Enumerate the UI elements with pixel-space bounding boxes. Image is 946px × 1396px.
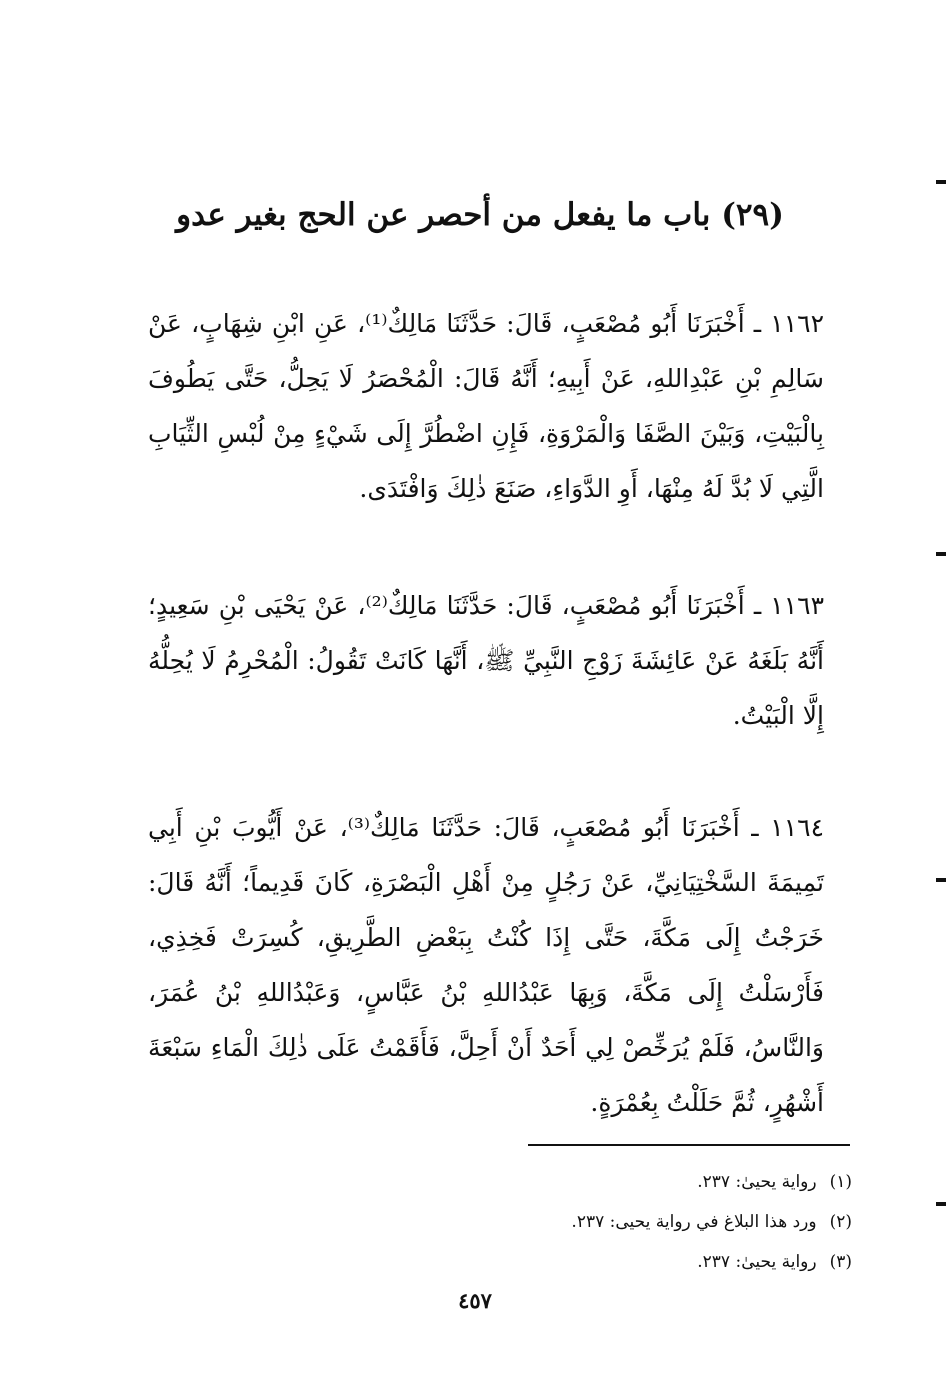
footnote-2 (400, 1202, 852, 1242)
footnote-3 (400, 1242, 852, 1282)
footnote-number: (٢) (829, 1212, 852, 1232)
scan-edge-mark (936, 878, 946, 882)
hadith-1162: ١١٦٢ ـ أَخْبَرَنَا أَبُو مُصْعَبٍ، قَالَ: حَدَّثَنَا مَالِكٌ⁽¹⁾، عَنِ ابْنِ شِهَابٍ، عَنْ سَالِمِ بْنِ عَبْدِاللهِ، عَنْ أَبِيهِ؛ أَنَّهُ قَالَ: الْمُحْصَرُ لَا يَحِلُّ، حَتَّى يَطُوفَ بِالْبَيْتِ، وَبَيْنَ الصَّفَا وَالْمَرْوَةِ، فَإِنِ اضْطُرَّ إِلَى شَيْءٍ مِنْ لُبْسِ الثِّيَابِ الَّتِي لَا بُدَّ لَهُ مِنْهَا، أَوِ الدَّوَاءِ، صَنَعَ ذٰلِكَ وَافْتَدَى. (148, 309, 824, 503)
footnote-separator (528, 1144, 850, 1146)
chapter-title: (٢٩) باب ما يفعل من أحصر عن الحج بغير عدو (176, 197, 784, 233)
scan-edge-mark (936, 1202, 946, 1206)
footnote-number: (٣) (829, 1252, 852, 1272)
hadith-1163: ١١٦٣ ـ أَخْبَرَنَا أَبُو مُصْعَبٍ، قَالَ: حَدَّثَنَا مَالِكٌ⁽²⁾، عَنْ يَحْيَى بْنِ سَعِيدٍ؛ أَنَّهُ بَلَغَهُ عَنْ عَائِشَةَ زَوْجِ النَّبِيِّ ﷺ، أَنَّهَا كَانَتْ تَقُولُ: الْمُحْرِمُ لَا يُحِلُّهُ إِلَّا الْبَيْتُ. (148, 591, 824, 730)
scan-edge-mark (936, 180, 946, 184)
page-number: ٤٥٧ (458, 1288, 492, 1313)
footnote-number: (١) (829, 1172, 852, 1192)
footnotes (400, 1162, 852, 1282)
footnote-text: رواية يحيىٰ: ٢٣٧. (697, 1172, 817, 1192)
footnote-text: رواية يحيىٰ: ٢٣٧. (697, 1252, 817, 1272)
hadith-1164: ١١٦٤ ـ أَخْبَرَنَا أَبُو مُصْعَبٍ، قَالَ: حَدَّثَنَا مَالِكٌ⁽³⁾، عَنْ أَيُّوبَ بْنِ أَبِي تَمِيمَةَ السَّخْتِيَانِيِّ، عَنْ رَجُلٍ مِنْ أَهْلِ الْبَصْرَةِ، كَانَ قَدِيماً؛ أَنَّهُ قَالَ: خَرَجْتُ إِلَى مَكَّةَ، حَتَّى إِذَا كُنْتُ بِبَعْضِ الطَّرِيقِ، كُسِرَتْ فَخِذِي، فَأَرْسَلْتُ إِلَى مَكَّةَ، وَبِهَا عَبْدُاللهِ بْنُ عَبَّاسٍ، وَعَبْدُاللهِ بْنُ عُمَرَ، وَالنَّاسُ، فَلَمْ يُرَخِّصْ لِي أَحَدٌ أَنْ أَحِلَّ، فَأَقَمْتُ عَلَى ذٰلِكَ الْمَاءِ سَبْعَةَ أَشْهُرٍ، ثُمَّ حَلَلْتُ بِعُمْرَةٍ. (148, 813, 824, 1117)
scan-edge-mark (936, 552, 946, 556)
footnote-1 (400, 1162, 852, 1202)
footnote-text: ورد هذا البلاغ في رواية يحيى: ٢٣٧. (571, 1212, 817, 1232)
